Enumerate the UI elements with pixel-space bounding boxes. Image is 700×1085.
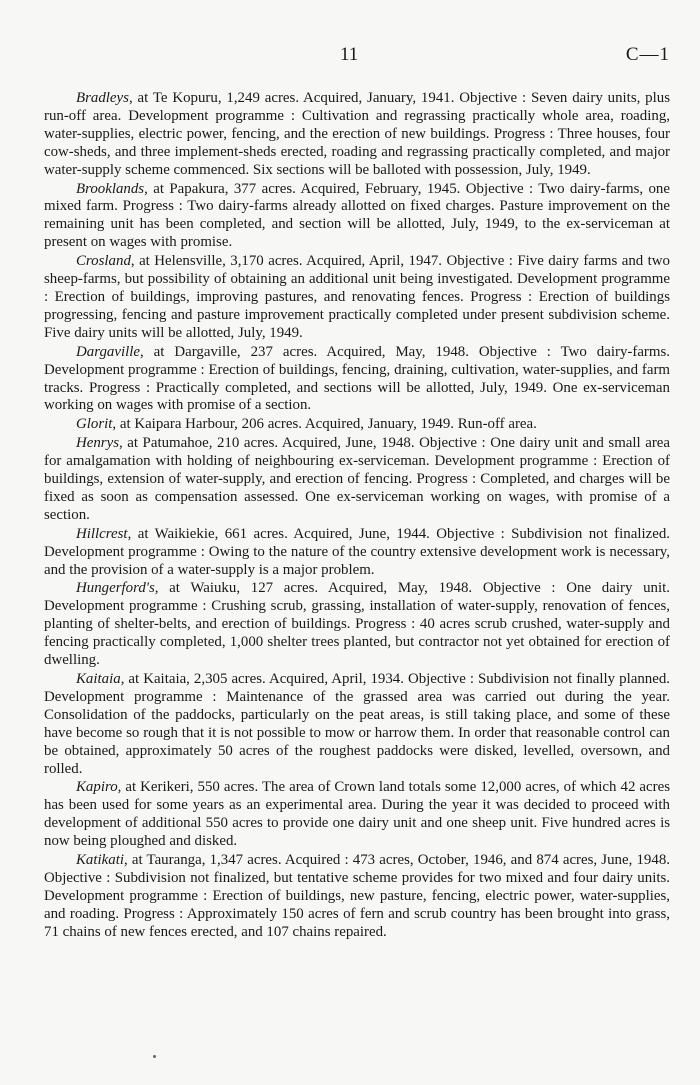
document-code: C—1 — [625, 44, 670, 65]
property-name: Brooklands — [76, 180, 145, 197]
paragraph-katikati — [44, 852, 670, 942]
page-header — [0, 44, 700, 72]
property-name: Hillcrest — [76, 525, 128, 542]
property-name: Henrys — [76, 435, 120, 452]
paragraph-text: , at Tauranga, 1,347 acres. Acquired : 473 acres, October, 1946, and 874 acres, June, 1948. Objective : Subdivision not finalized, but tentative scheme provides for two mixed and four dairy units. Development programme : Erection of buildings, new pasture, fencing, electric power, water-supplies, and roading. Progress : Approximately 150 acres of fern and scrub country has been brought into grass, 71 chains of new fences erected, and 107 chains repaired. — [44, 852, 670, 940]
page-number: 11 — [340, 44, 359, 65]
property-name: Kapiro — [76, 779, 118, 796]
property-name: Hungerford's — [76, 580, 155, 597]
scan-speck — [153, 1055, 156, 1058]
paragraph-text: , at Papakura, 377 acres. Acquired, February, 1945. Objective : Two dairy-farms, one mixed farm. Progress : Two dairy-farms already allotted on fixed charges. Pasture improvement on the remaining unit has been completed, and section will be allotted, July, 1949, to the ex-serviceman at present on wages with promise. — [44, 180, 670, 251]
paragraph-bradleys — [44, 90, 670, 180]
property-name: Bradleys — [76, 90, 129, 106]
paragraph-glorit — [44, 416, 670, 434]
property-name: Glorit — [76, 416, 113, 433]
paragraph-kaitaia — [44, 671, 670, 778]
paragraph-kapiro — [44, 779, 670, 851]
body-text — [44, 90, 670, 943]
property-name: Dargaville — [76, 343, 140, 360]
paragraph-text: , at Waikiekie, 661 acres. Acquired, June, 1944. Objective : Subdivision not finalized. Development programme : Owing to the nature of the country extensive development work is necessary, and the provision of a water-supply is a major problem. — [44, 525, 670, 578]
paragraph-crosland — [44, 253, 670, 343]
paragraph-text: , at Te Kopuru, 1,249 acres. Acquired, January, 1941. Objective : Seven dairy units, plus run-off area. Development programme : Cultivation and regrassing practically whole area, roading, water-supplies, electric power, fencing, and the erection of new buildings. Progress : Three houses, four cow-sheds, and three implement-sheds erected, roading and regrassing practically completed, and major water-supply scheme commenced. Six sections will be balloted with possession, July, 1949. — [44, 90, 670, 178]
property-name: Katikati — [76, 852, 124, 869]
property-name: Kaitaia — [76, 671, 121, 687]
paragraph-hillcrest — [44, 526, 670, 580]
paragraph-text: , at Dargaville, 237 acres. Acquired, May, 1948. Objective : Two dairy-farms. Development programme : Erection of buildings, fencing, draining, cultivation, water-supplies, and farm tracks. Progress : Practically completed, and sections will be allotted, July, 1949. One ex-serviceman working on wages with promise of a section. — [44, 343, 670, 414]
paragraph-text: , at Waiuku, 127 acres. Acquired, May, 1948. Objective : One dairy unit. Development programme : Crushing scrub, grassing, installation of water-supply, renovation of fences, planting of shelter-belts, and erection of buildings. Progress : 40 acres scrub crushed, water-supply and fencing practically completed, 1,000 shelter trees planted, but contractor not yet obtained for erection of dwelling. — [44, 580, 670, 669]
paragraph-text: , at Patumahoe, 210 acres. Acquired, June, 1948. Objective : One dairy unit and small area for amalgamation with holding of neighbouring ex-serviceman. Development programme : Erection of buildings, extension of water-supply, and erection of fencing. Progress : Completed, and charges will be fixed as soon as compensation assessed. One ex-serviceman working on wages, with promise of a section. — [44, 435, 670, 523]
paragraph-text: , at Kaipara Harbour, 206 acres. Acquired, January, 1949. Run-off area. — [112, 416, 537, 433]
paragraph-brooklands — [44, 181, 670, 253]
paragraph-dargaville — [44, 344, 670, 416]
paragraph-henrys — [44, 435, 670, 525]
paragraph-text: , at Helensville, 3,170 acres. Acquired, April, 1947. Objective : Five dairy farms and two sheep-farms, but possibility of obtaining an additional unit being investigated. Development programme : Erection of buildings, improving pastures, and renovating fences. Progress : Erection of buildings progressing, fencing and pasture improvement practically completed under present subdivision scheme. Five dairy units will be allotted, July, 1949. — [44, 253, 670, 341]
paragraph-text: , at Kerikeri, 550 acres. The area of Crown land totals some 12,000 acres, of which 42 acres has been used for some years as an experimental area. During the year it was decided to proceed with development of additional 550 acres to provide one dairy unit and one sheep unit. Five hundred acres is now being ploughed and disked. — [44, 779, 670, 850]
paragraph-hungerfords — [44, 580, 670, 670]
property-name: Crosland — [76, 253, 131, 270]
paragraph-text: , at Kaitaia, 2,305 acres. Acquired, April, 1934. Objective : Subdivision not finally planned. Development programme : Maintenance of the grassed area was carried out during the year. Consolidation of the paddocks, particularly on the peat areas, is still taking place, and some of these have become so rough that it is not possible to mow or harrow them. In order that reasonable control can be obtained, approximately 50 acres of the roughest paddocks were disked, levelled, oversown, and rolled. — [44, 671, 670, 777]
